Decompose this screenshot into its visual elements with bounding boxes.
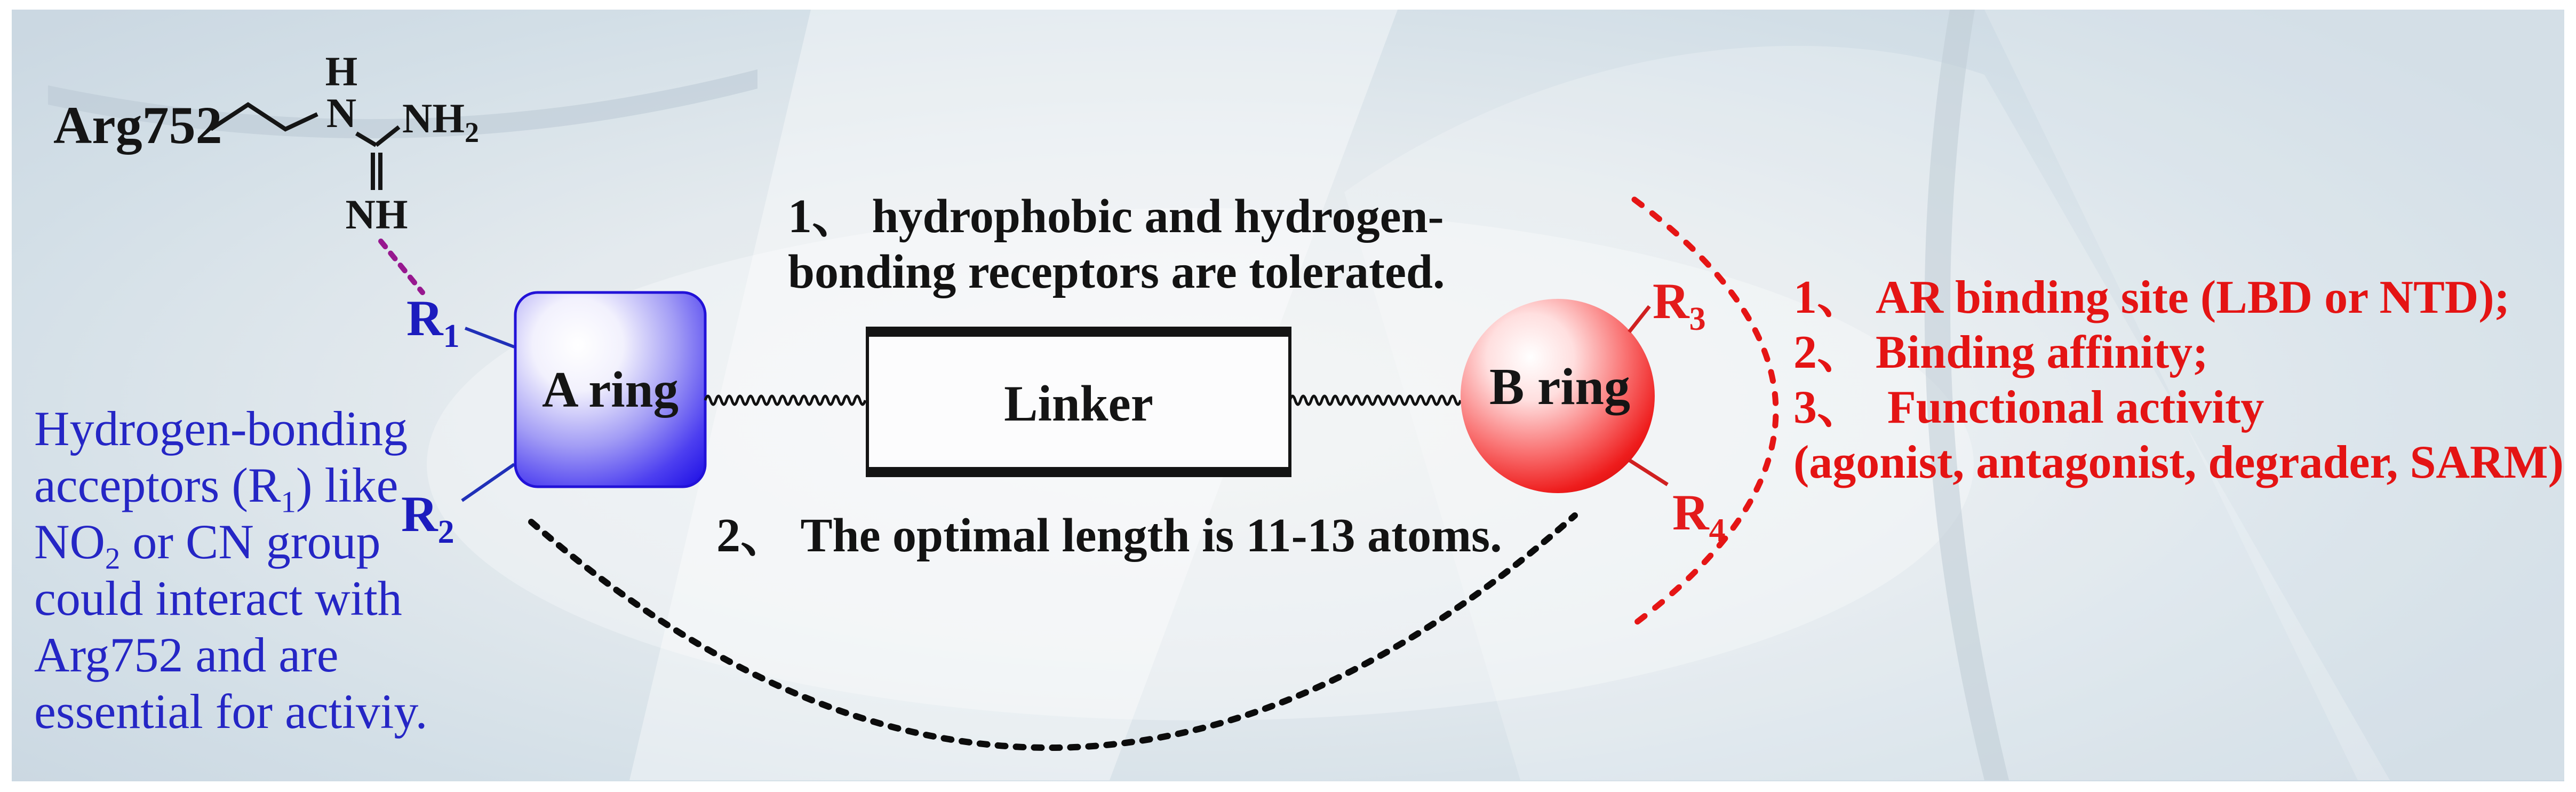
r2-subscript: 2: [437, 514, 454, 550]
linker-note-1-line-1: 1、 hydrophobic and hydrogen-: [788, 190, 1444, 243]
blue-note-line-6-text: essential for activiy.: [34, 684, 428, 739]
blue-note-line-2-post: ) like: [296, 458, 398, 512]
substituent-r1-label: [406, 290, 460, 354]
r1-base: R: [406, 290, 443, 346]
linker-note-2: 2、 The optimal length is 11-13 atoms.: [716, 509, 1502, 562]
r2-base: R: [401, 486, 438, 542]
blue-note-line-1: [34, 400, 427, 457]
r3-subscript: 3: [1689, 301, 1706, 337]
arg752-label: Arg752: [53, 96, 222, 155]
r4-base: R: [1672, 484, 1709, 541]
blue-note-line-2-text: acceptors (R: [34, 458, 281, 512]
blue-note-line-2-sub: 1: [281, 485, 296, 519]
red-note-line-1: 1、 AR binding site (LBD or NTD);: [1793, 272, 2510, 323]
blue-note-line-5-text: Arg752 and are: [34, 628, 339, 682]
nh2-base: NH: [402, 95, 465, 141]
linker-note-1-line-2: bonding receptors are tolerated.: [788, 245, 1445, 298]
blue-note-line-5: [34, 627, 427, 683]
blue-note-line-3-post: or CN group: [120, 514, 381, 569]
linker-note-1: [788, 189, 1445, 300]
blue-note-line-1-text: Hydrogen-bonding: [34, 401, 408, 456]
r1-connector-line: [465, 328, 514, 347]
red-note-line-3: 3、 Functional activity: [1793, 382, 2264, 433]
r1-annotation-note: [34, 400, 427, 740]
red-note-line-2: 2、 Binding affinity;: [1793, 327, 2208, 378]
a-ring-label: A ring: [541, 361, 679, 418]
b-ring-annotation-note: [1793, 270, 2564, 490]
r1-subscript: 1: [443, 318, 460, 354]
arg752-structure: [53, 48, 479, 292]
blue-note-line-4: [34, 570, 427, 627]
hydrogen-bond-dashed-line: [381, 241, 422, 292]
amine-n-label: N: [326, 90, 357, 136]
blue-note-line-3-text: NO: [34, 514, 105, 569]
blue-note-line-3-sub: 2: [105, 542, 121, 576]
amine-h-label: H: [325, 48, 358, 94]
r4-subscript: 4: [1709, 512, 1726, 549]
blue-note-line-4-text: could interact with: [34, 571, 402, 625]
b-ring-label: B ring: [1489, 358, 1631, 416]
imine-nh-label: NH: [345, 191, 408, 237]
r3-base: R: [1653, 273, 1689, 329]
nh2-label: [402, 95, 479, 148]
red-note-line-4: (agonist, antagonist, degrader, SARM): [1793, 437, 2564, 488]
blue-note-line-6: [34, 683, 427, 740]
nh2-subscript: 2: [465, 116, 479, 148]
linker-label: Linker: [1004, 375, 1153, 432]
blue-note-line-2: [34, 457, 427, 519]
blue-note-line-3: [34, 513, 427, 576]
